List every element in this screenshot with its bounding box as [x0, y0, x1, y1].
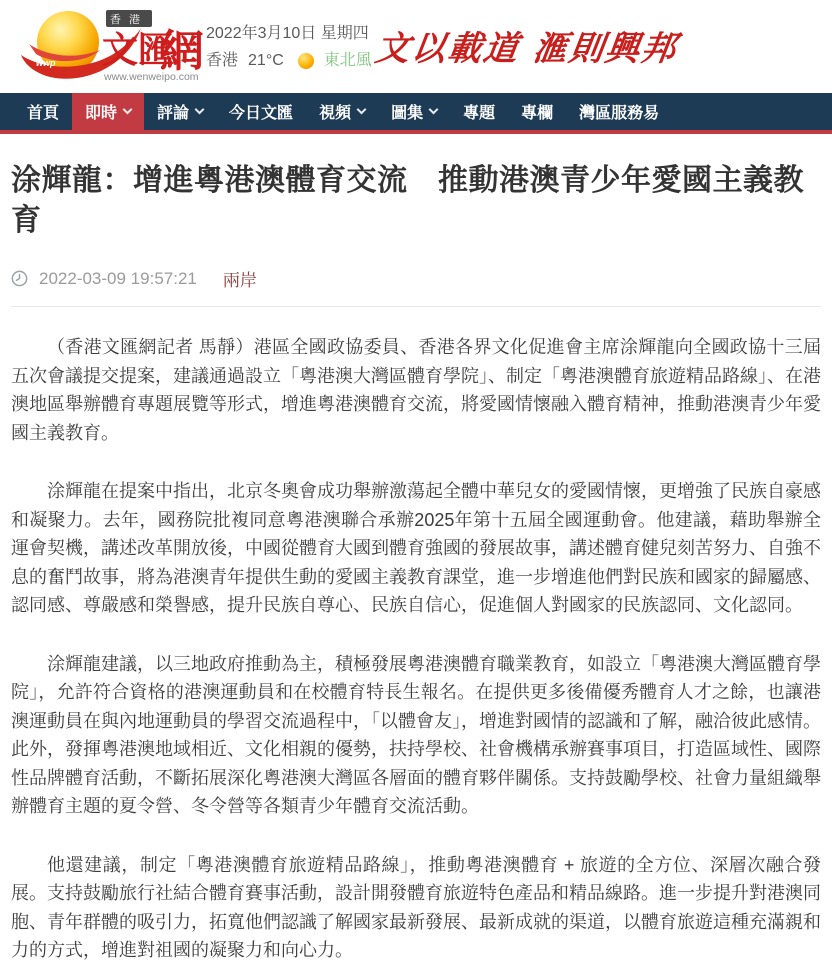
article-paragraph: 涂輝龍建議，以三地政府推動為主，積極發展粵港澳體育職業教育，如設立「粵港澳大灣區體育學院」，允許符合資格的港澳運動員和在校體育特長生報名。在提供更多後備優秀體育人才之餘，也讓港澳運動員在與內地運動員的學習交流過程中，「以體會友」，增進對國情的認識和了解，融洽彼此感情。此外，發揮粵港澳地域相近、文化相親的優勢，扶持學校、社會機構承辦賽事項目，打造區域性、國際性品牌體育活動，不斷拓展深化粵港澳大灣區各層面的體育夥伴關係。支持鼓勵學校、社會力量組織舉辦體育主題的夏令營、冬令營等各類青少年體育交流活動。 — [11, 653, 821, 816]
weather-temperature: 21°C — [248, 52, 284, 69]
logo-site-name-net: 網 — [160, 27, 204, 76]
logo-site-url: www.wenweipo.com — [104, 71, 199, 83]
logo-region-label: 香港 — [110, 14, 148, 26]
weather-city: 香港 — [206, 52, 239, 69]
article-timestamp: 2022-03-09 19:57:21 — [39, 268, 197, 288]
nav-item-label: 今日文匯 — [229, 105, 294, 122]
article-paragraph: （香港文匯網記者 馬靜）港區全國政協委員、香港各界文化促進會主席涂輝龍向全國政協十三屆五次會議提交提案，建議通過設立「粵港澳大灣區體育學院」、制定「粵港澳體育旅遊精品路線」、在港澳地區舉辦體育專題展覽等形式，增進粵港澳體育交流，將愛國情懷融入體育精神，推動港澳青少年愛國主義教育。 — [11, 337, 821, 443]
calligraphy-slogan: 文以載道 滙則興邦 — [372, 29, 681, 69]
nav-item-label: 評論 — [157, 105, 190, 122]
nav-item-columns[interactable] — [508, 93, 566, 130]
nav-item-label: 圖集 — [391, 105, 424, 122]
sun-icon — [298, 53, 314, 69]
nav-item-today-wenhui[interactable] — [216, 93, 306, 130]
logo-swoosh-text: wwp — [36, 58, 56, 68]
wind-link[interactable]: 東北風 — [323, 52, 372, 69]
logo-site-name: 文匯 — [102, 29, 175, 70]
article-paragraph: 涂輝龍在提案中指出，北京冬奧會成功舉辦激蕩起全體中華兒女的愛國情懷，更增強了民族自豪感和凝聚力。去年，國務院批複同意粵港澳聯合承辦2025年第十五屆全國運動會。他建議，藉助舉辦全運會契機，講述改革開放後，中國從體育大國到體育強國的發展故事，講述體育健兒刻苦努力、自強不息的奮鬥故事，將為港澳青年提供生動的愛國主義教育課堂，進一步增進他們對民族和國家的歸屬感、認同感、尊嚴感和榮譽感，提升民族自尊心、民族自信心，促進個人對國家的民族認同、文化認同。 — [11, 481, 821, 615]
main-nav — [0, 93, 832, 134]
nav-item-gallery[interactable] — [378, 93, 450, 130]
date-weather-block — [206, 20, 372, 74]
site-header — [0, 0, 832, 93]
chevron-down-icon — [123, 105, 133, 115]
nav-item-comment[interactable] — [144, 93, 216, 130]
chevron-down-icon — [195, 105, 205, 115]
nav-item-label: 視頻 — [319, 105, 352, 122]
article-title: 涂輝龍：增進粵港澳體育交流 推動港澳青少年愛國主義教育 — [11, 164, 804, 237]
nav-item-home[interactable] — [14, 93, 72, 130]
nav-item-label: 即時 — [85, 105, 118, 122]
nav-item-special-topics[interactable] — [450, 93, 508, 130]
nav-item-label: 首頁 — [27, 105, 60, 122]
chevron-down-icon — [429, 105, 439, 115]
nav-item-bay-area-services[interactable] — [566, 93, 672, 130]
article-paragraph: 他還建議，制定「粵港澳體育旅遊精品路線」，推動粵港澳體育 + 旅遊的全方位、深層次融合發展。支持鼓勵旅行社結合體育賽事活動，設計開發體育旅遊特色產品和精品線路。進一步提升對港澳同胞、青年群體的吸引力，拓寬他們認識了解國家最新發展、最新成就的渠道，以體育旅遊這種充滿親和力的方式，增進對祖國的凝聚力和向心力。 — [11, 854, 821, 960]
article-body — [11, 307, 821, 965]
site-logo[interactable] — [14, 5, 210, 89]
category-link[interactable]: 兩岸 — [222, 271, 257, 290]
nav-item-label: 專欄 — [521, 105, 554, 122]
header-date: 2022年3月10日 星期四 — [206, 25, 369, 42]
nav-item-label: 灣區服務易 — [579, 105, 660, 122]
clock-icon — [11, 270, 28, 287]
article-meta — [11, 266, 821, 291]
article-content — [0, 161, 832, 965]
nav-item-video[interactable] — [306, 93, 378, 130]
nav-item-instant[interactable] — [72, 93, 144, 130]
nav-item-label: 專題 — [463, 105, 496, 122]
chevron-down-icon — [357, 105, 367, 115]
